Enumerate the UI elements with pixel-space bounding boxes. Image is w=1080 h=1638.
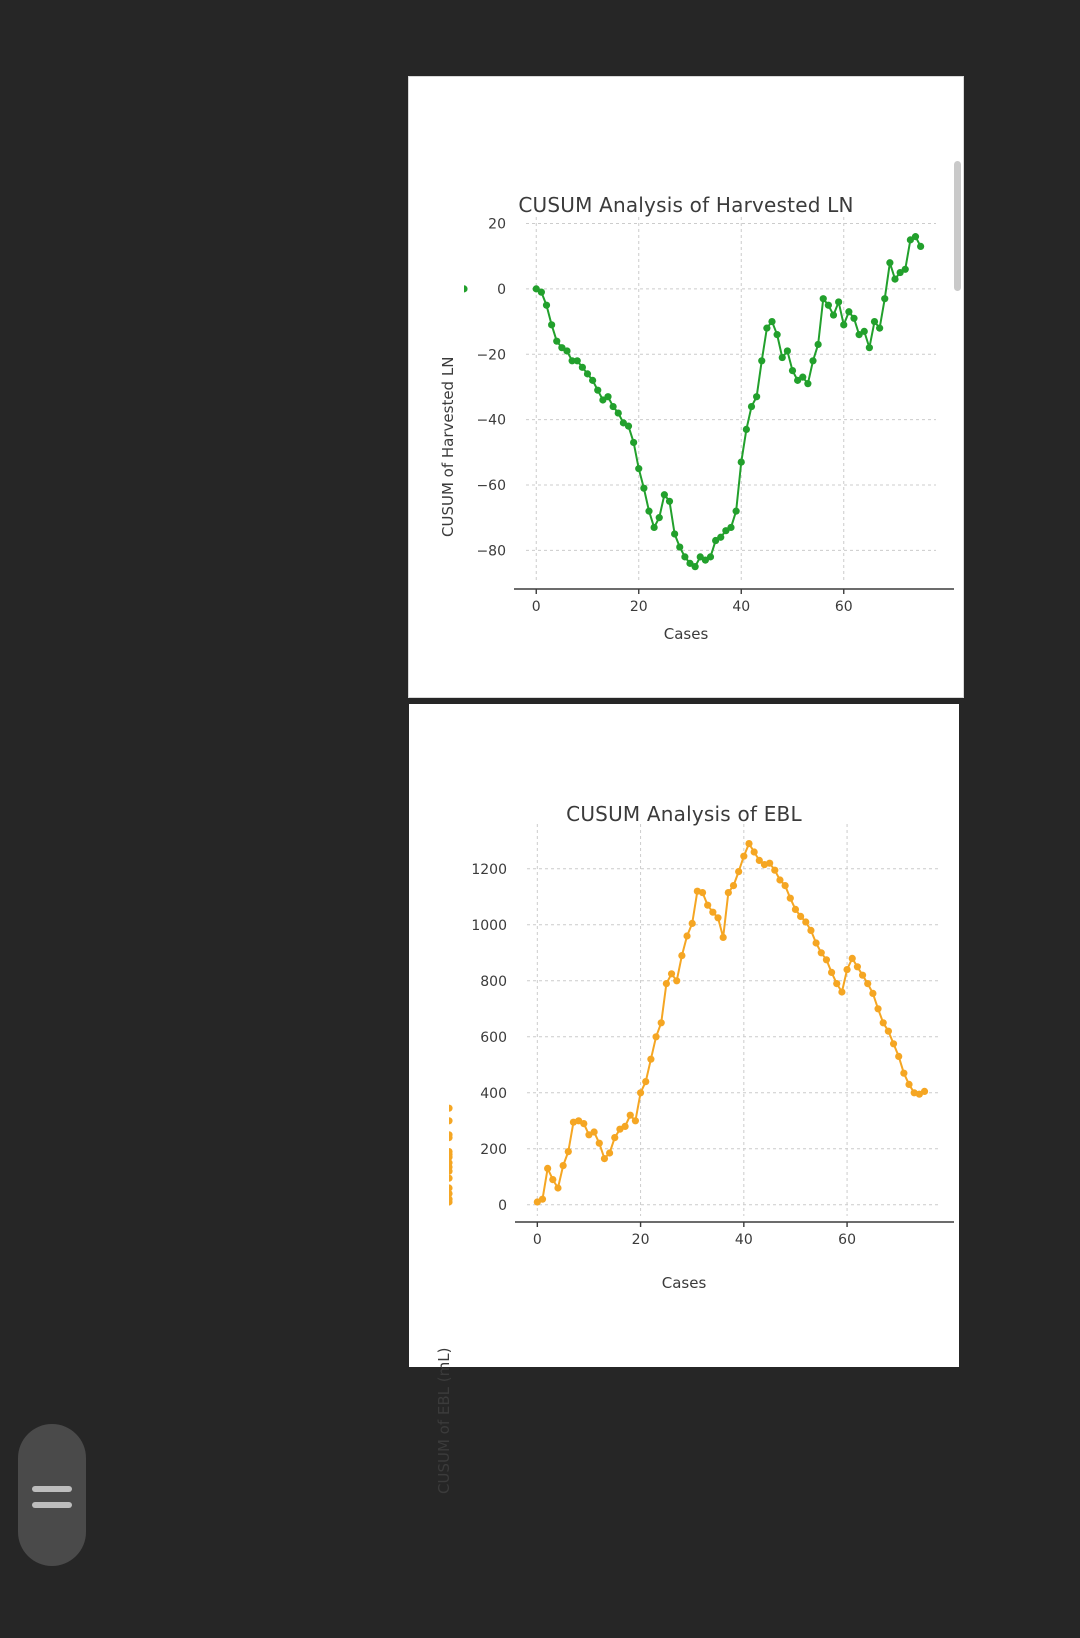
x-axis-label-harvested-ln: Cases [663,625,709,643]
svg-text:−40: −40 [476,412,506,429]
svg-text:−60: −60 [476,477,506,494]
svg-text:0: 0 [531,599,541,615]
svg-text:60: 60 [838,1232,856,1248]
chart-plot-harvested-ln [464,207,954,627]
svg-text:20: 20 [488,216,506,233]
chart-card-harvested-ln [409,77,963,697]
chart-title-harvested-ln: CUSUM Analysis of Harvested LN [518,193,854,217]
drag-handle-bar-top [32,1486,72,1492]
svg-text:1200: 1200 [471,861,507,878]
drag-handle[interactable] [18,1424,86,1566]
chart-plot-ebl [449,814,954,1264]
svg-text:200: 200 [480,1141,507,1158]
svg-text:0: 0 [498,1197,507,1214]
svg-text:−20: −20 [476,347,506,364]
y-axis-label-ebl: CUSUM of EBL (mL) [435,1347,453,1494]
svg-text:60: 60 [834,599,853,615]
svg-text:800: 800 [480,973,507,990]
svg-text:0: 0 [532,1232,542,1248]
chart-card-ebl [409,704,959,1494]
svg-text:600: 600 [480,1029,507,1046]
svg-text:40: 40 [734,1232,753,1248]
svg-text:1000: 1000 [471,917,507,934]
x-axis-label-ebl: Cases [661,1274,707,1292]
svg-text:20: 20 [629,599,648,615]
svg-text:−80: −80 [476,543,506,560]
svg-text:0: 0 [497,281,506,298]
chart-title-ebl: CUSUM Analysis of EBL [566,802,802,826]
svg-text:400: 400 [480,1085,507,1102]
svg-text:20: 20 [631,1232,650,1248]
svg-text:40: 40 [732,599,751,615]
y-axis-label-harvested-ln: CUSUM of Harvested LN [439,356,457,537]
drag-handle-bar-bottom [32,1502,72,1508]
vertical-scrollbar[interactable] [954,161,961,291]
